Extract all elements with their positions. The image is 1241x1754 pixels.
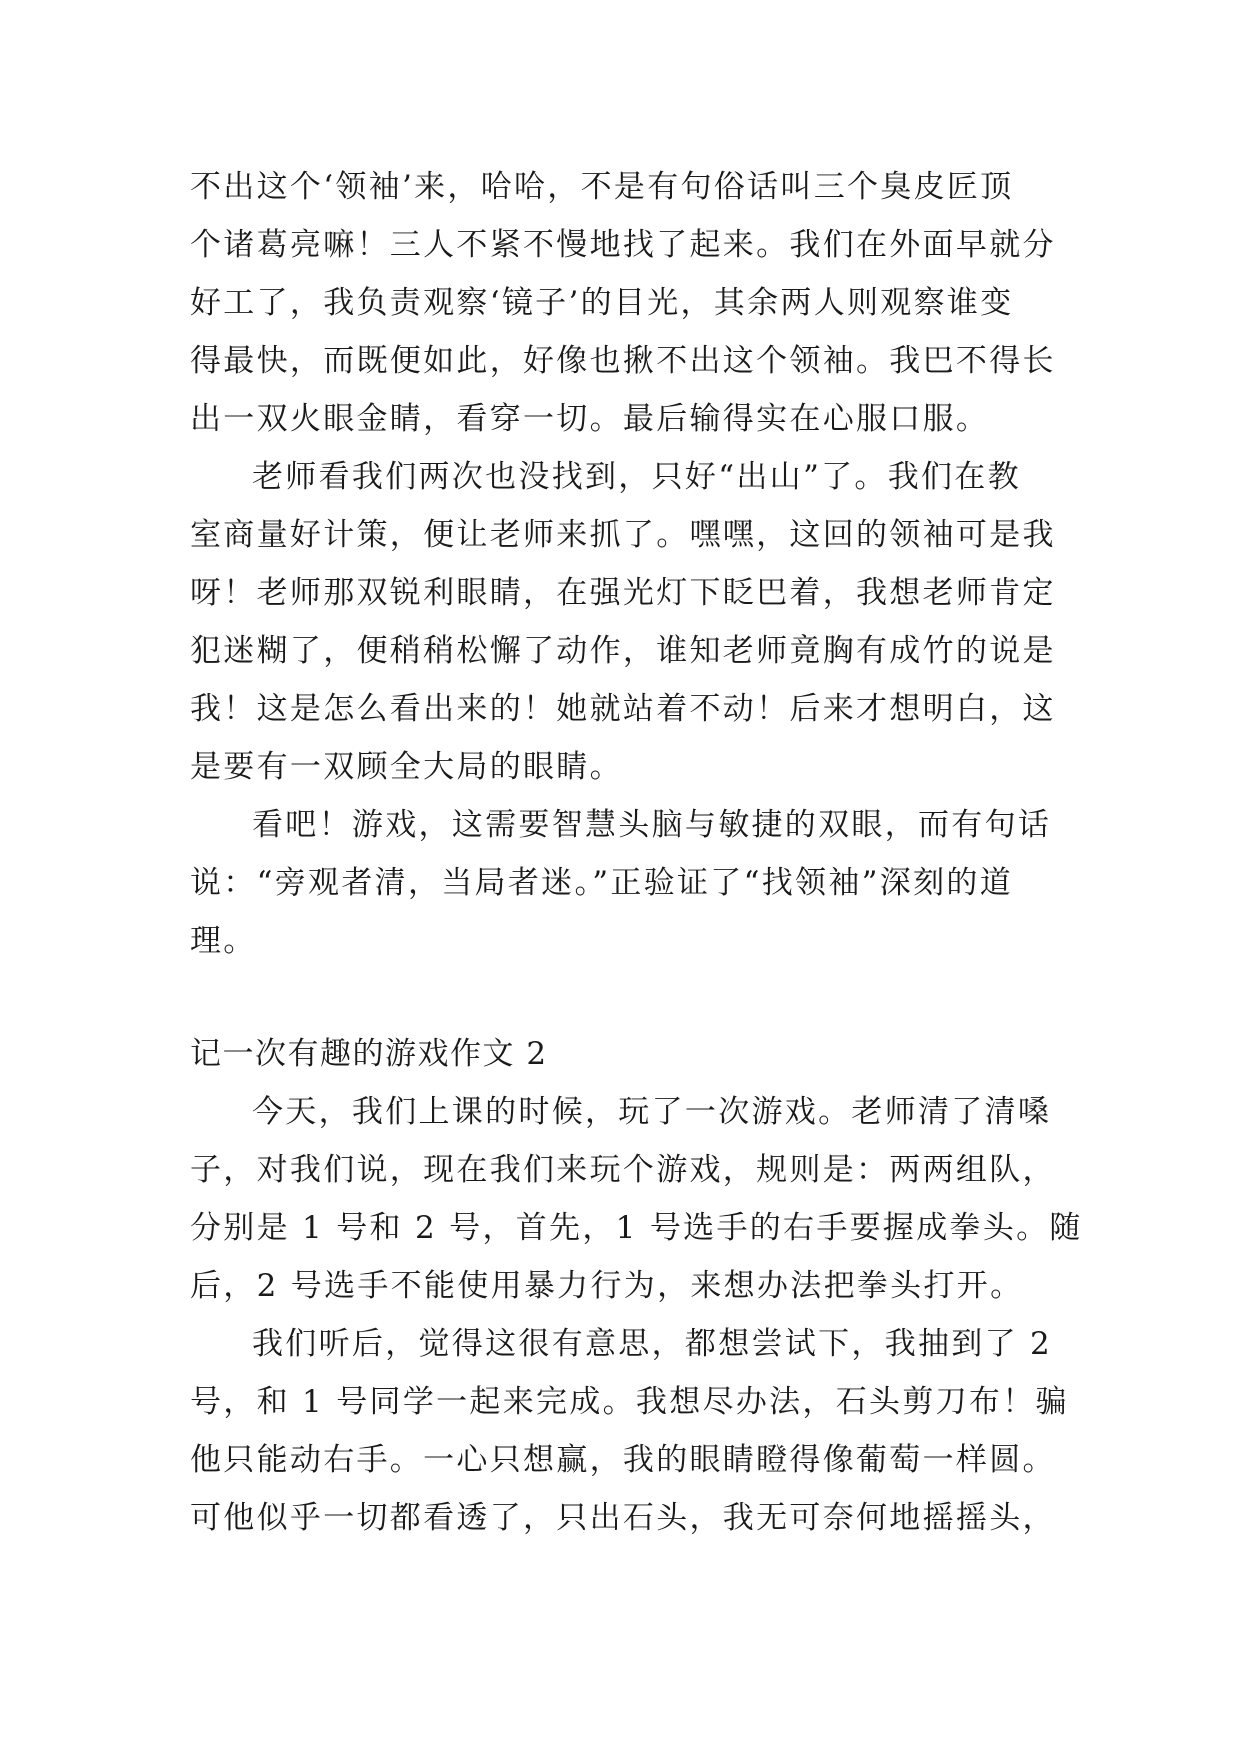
- text-line: 呀！老师那双锐利眼睛，在强光灯下眨巴着，我想老师肯定: [190, 575, 1056, 611]
- text-line: 我！这是怎么看出来的！她就站着不动！后来才想明白，这: [190, 691, 1056, 727]
- paragraph: [190, 1083, 1083, 1315]
- text-line: 好工了，我负责观察‘镜子’的目光，其余两人则观察谁变: [190, 285, 1014, 321]
- text-line: 看吧！游戏，这需要智慧头脑与敏捷的双眼，而有句话: [252, 807, 1052, 843]
- text-line: 得最快，而既便如此，好像也揪不出这个领袖。我巴不得长: [190, 343, 1056, 379]
- essay-heading: 记一次有趣的游戏作文 2: [190, 1036, 548, 1072]
- text-line: 出一双火眼金睛，看穿一切。最后输得实在心服口服。: [190, 401, 990, 437]
- text-line: 分别是 1 号和 2 号，首先，1 号选手的右手要握成拳头。随: [190, 1210, 1083, 1246]
- text-line: 室商量好计策，便让老师来抓了。嘿嘿，这回的领袖可是我: [190, 517, 1056, 553]
- paragraph: [190, 448, 1056, 796]
- paragraph: [190, 158, 1056, 448]
- paragraph: [190, 796, 1050, 970]
- text-line: 号，和 1 号同学一起来完成。我想尽办法，石头剪刀布！骗: [190, 1384, 1069, 1420]
- text-line: 犯迷糊了，便稍稍松懈了动作，谁知老师竟胸有成竹的说是: [190, 633, 1056, 669]
- text-line: 说：“旁观者清，当局者迷。”正验证了“找领袖”深刻的道: [190, 865, 1013, 901]
- text-line: 子，对我们说，现在我们来玩个游戏，规则是：两两组队，: [190, 1152, 1056, 1188]
- text-line: 他只能动右手。一心只想赢，我的眼睛瞪得像葡萄一样圆。: [190, 1442, 1056, 1478]
- text-line: 是要有一双顾全大局的眼睛。: [190, 749, 623, 785]
- text-line: 理。: [190, 923, 257, 959]
- text-line: 我们听后，觉得这很有意思，都想尝试下，我抽到了 2: [252, 1326, 1053, 1362]
- text-line: 后，2 号选手不能使用暴力行为，来想办法把拳头打开。: [190, 1268, 1024, 1304]
- text-line: 个诸葛亮嘛！三人不紧不慢地找了起来。我们在外面早就分: [190, 227, 1056, 263]
- text-line: 今天，我们上课的时候，玩了一次游戏。老师清了清嗓: [252, 1094, 1052, 1130]
- essay-section-two: [190, 1025, 1083, 1547]
- paragraph: [190, 1315, 1069, 1547]
- text-line: 可他似乎一切都看透了，只出石头，我无可奈何地摇摇头，: [190, 1500, 1056, 1536]
- text-line: 不出这个‘领袖’来，哈哈，不是有句俗话叫三个臭皮匠顶: [190, 169, 1014, 205]
- essay-section-one: [190, 158, 1056, 970]
- text-line: 老师看我们两次也没找到，只好“出山”了。我们在教: [252, 459, 1021, 495]
